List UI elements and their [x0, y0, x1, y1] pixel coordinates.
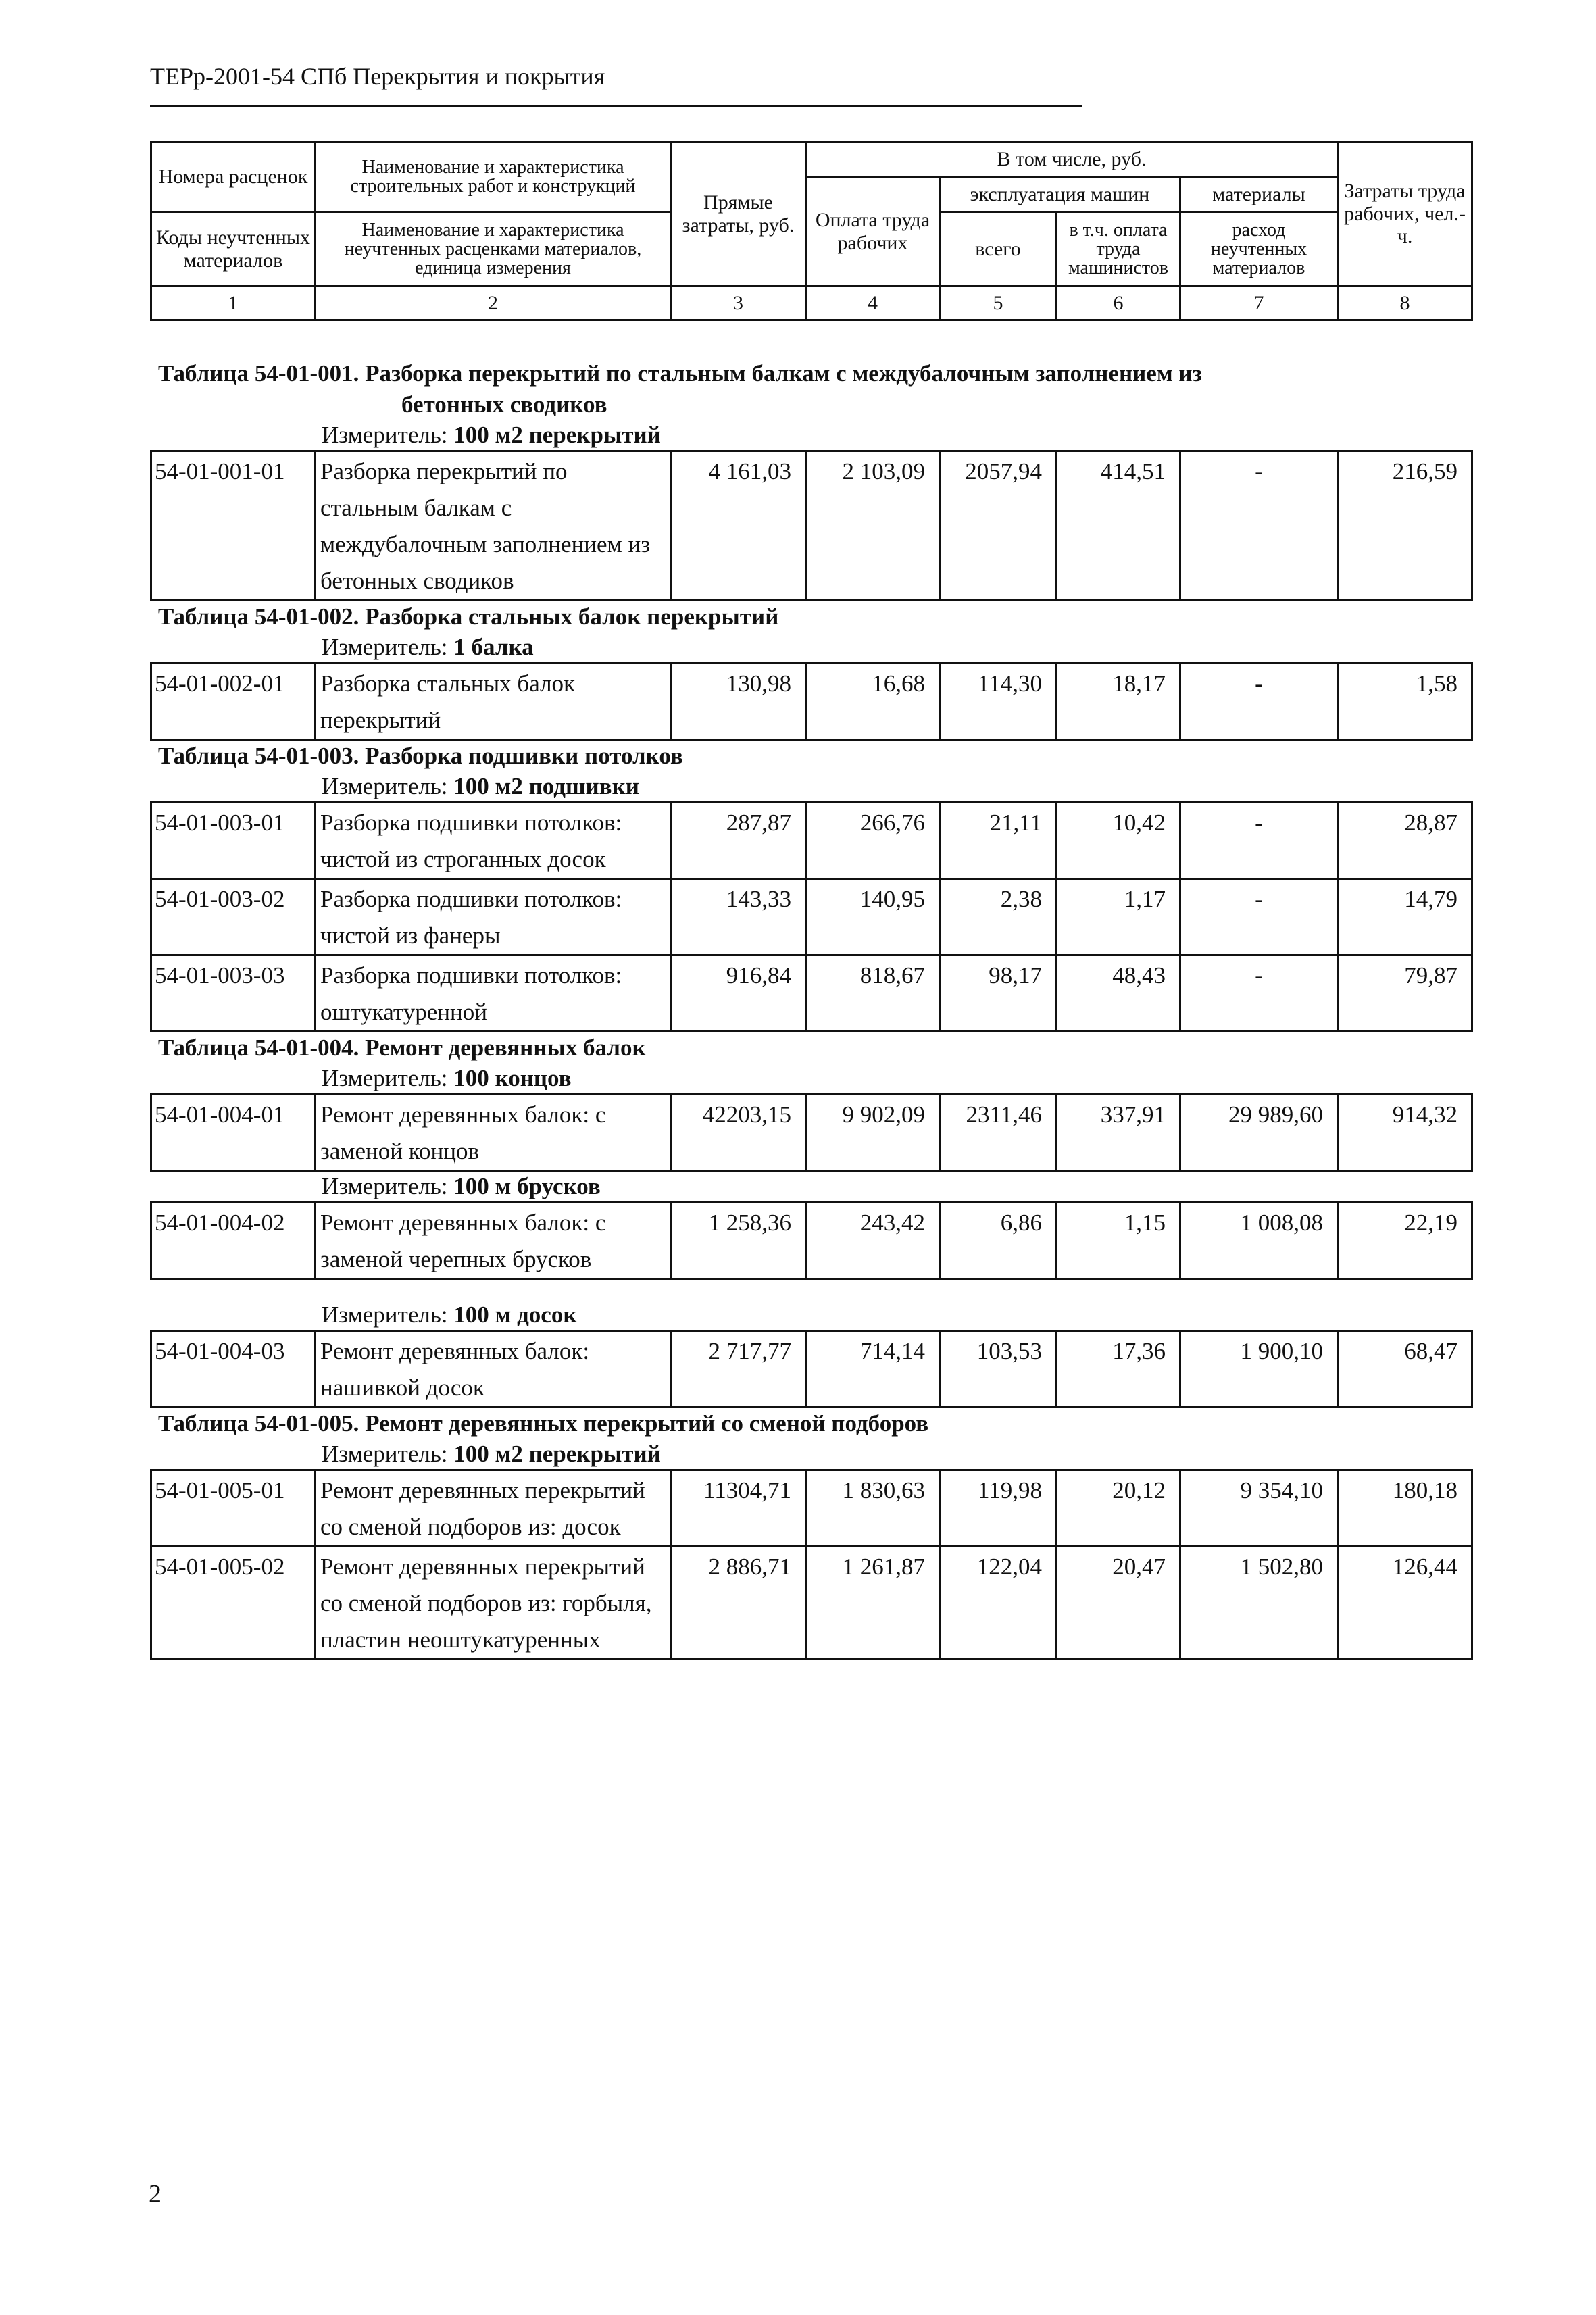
labor-hours-value: 216,59: [1338, 451, 1472, 601]
labor-hours-value: 914,32: [1338, 1095, 1472, 1171]
operator-pay-value: 20,12: [1057, 1470, 1180, 1547]
labor-hours-value: 68,47: [1338, 1331, 1472, 1408]
direct-costs-value: 143,33: [671, 879, 806, 955]
materials-value: 29 989,60: [1180, 1095, 1338, 1171]
direct-costs-value: 4 161,03: [671, 451, 806, 601]
labor-hours-value: 14,79: [1338, 879, 1472, 955]
work-description: Ремонт деревянных балок: с заменой черепных брусков: [316, 1203, 671, 1279]
machines-total-value: 2057,94: [940, 451, 1057, 601]
labor-hours-value: 126,44: [1338, 1547, 1472, 1660]
worker-pay-value: 243,42: [806, 1203, 940, 1279]
table-row: [151, 803, 1472, 879]
document-title: ТЕРр-2001-54 СПб Перекрытия и покрытия: [150, 63, 605, 90]
col-header-operator-pay: в т.ч. оплата труда машинистов: [1057, 212, 1180, 287]
rate-code: 54-01-003-03: [151, 955, 316, 1032]
section-title: [150, 358, 1471, 420]
labor-hours-value: 180,18: [1338, 1470, 1472, 1547]
machines-total-value: 6,86: [940, 1203, 1057, 1279]
materials-value: -: [1180, 664, 1338, 740]
price-table-section: [150, 358, 1471, 601]
direct-costs-value: 42203,15: [671, 1095, 806, 1171]
table-row: [151, 1331, 1472, 1408]
machines-total-value: 119,98: [940, 1470, 1057, 1547]
labor-hours-value: 22,19: [1338, 1203, 1472, 1279]
worker-pay-value: 140,95: [806, 879, 940, 955]
col-number: 1: [151, 287, 316, 320]
materials-value: 9 354,10: [1180, 1470, 1338, 1547]
col-header-worker-pay: Оплата труда рабочих: [806, 177, 940, 287]
materials-value: 1 502,80: [1180, 1547, 1338, 1660]
materials-value: -: [1180, 955, 1338, 1032]
measure-label: Измеритель:: [322, 1173, 448, 1199]
machines-total-value: 2,38: [940, 879, 1057, 955]
worker-pay-value: 1 261,87: [806, 1547, 940, 1660]
price-table-section: [150, 601, 1471, 741]
col-number: 2: [316, 287, 671, 320]
work-description: Ремонт деревянных балок: нашивкой досок: [316, 1331, 671, 1408]
col-header-material-names: Наименование и характеристика неучтенных расценками материалов, единица измерения: [316, 212, 671, 287]
direct-costs-value: 2 717,77: [671, 1331, 806, 1408]
rate-code: 54-01-005-02: [151, 1547, 316, 1660]
measure-value: 100 м досок: [453, 1301, 577, 1328]
col-header-unaccounted-materials: расход неучтенных материалов: [1180, 212, 1338, 287]
materials-value: 1 900,10: [1180, 1331, 1338, 1408]
measure-label: Измеритель:: [322, 1301, 448, 1328]
price-table-section: [150, 741, 1471, 1032]
table-row: [151, 664, 1472, 740]
machines-total-value: 114,30: [940, 664, 1057, 740]
section-title: [150, 1408, 1471, 1439]
price-table-section: [150, 1032, 1471, 1408]
rates-table: [150, 1469, 1473, 1660]
rates-table: [150, 450, 1473, 601]
measure-unit: [150, 1064, 1471, 1093]
rate-code: 54-01-001-01: [151, 451, 316, 601]
col-header-materials: материалы: [1180, 177, 1338, 212]
work-description: Ремонт деревянных перекрытий со сменой подборов из: горбыля, пластин неоштукатуренных: [316, 1547, 671, 1660]
col-number: 8: [1338, 287, 1472, 320]
section-title-line: Таблица 54-01-004. Ремонт деревянных балок: [158, 1035, 646, 1061]
worker-pay-value: 2 103,09: [806, 451, 940, 601]
machines-total-value: 98,17: [940, 955, 1057, 1032]
measure-unit: [150, 420, 1471, 450]
work-description: Разборка подшивки потолков: оштукатуренной: [316, 955, 671, 1032]
labor-hours-value: 1,58: [1338, 664, 1472, 740]
page-number: 2: [149, 2180, 161, 2208]
measure-label: Измеритель:: [322, 422, 448, 448]
section-title: [150, 601, 1471, 632]
measure-value: 100 м2 перекрытий: [453, 422, 661, 448]
rates-table: [150, 1201, 1473, 1280]
direct-costs-value: 11304,71: [671, 1470, 806, 1547]
measure-unit: [150, 632, 1471, 662]
rate-code: 54-01-003-01: [151, 803, 316, 879]
section-title-line: Таблица 54-01-003. Разборка подшивки потолков: [158, 743, 683, 769]
rate-code: 54-01-004-03: [151, 1331, 316, 1408]
rate-code: 54-01-004-01: [151, 1095, 316, 1171]
rates-table: [150, 1093, 1473, 1172]
labor-hours-value: 79,87: [1338, 955, 1472, 1032]
rate-code: 54-01-003-02: [151, 879, 316, 955]
col-header-name: Наименование и характеристика строительных работ и конструкций: [316, 142, 671, 212]
table-row: [151, 955, 1472, 1032]
table-row: [151, 1547, 1472, 1660]
table-row: [151, 879, 1472, 955]
rate-code: 54-01-004-02: [151, 1203, 316, 1279]
section-title: [150, 741, 1471, 772]
work-description: Разборка стальных балок перекрытий: [316, 664, 671, 740]
rates-table: [150, 1330, 1473, 1408]
worker-pay-value: 9 902,09: [806, 1095, 940, 1171]
col-header-direct-costs: Прямые затраты, руб.: [671, 142, 806, 287]
operator-pay-value: 17,36: [1057, 1331, 1180, 1408]
worker-pay-value: 266,76: [806, 803, 940, 879]
measure-value: 100 концов: [453, 1065, 572, 1091]
section-title: [150, 1032, 1471, 1064]
measure-value: 1 балка: [453, 634, 534, 660]
measure-label: Измеритель:: [322, 1065, 448, 1091]
table-header: [150, 141, 1473, 321]
section-title-line: Таблица 54-01-005. Ремонт деревянных перекрытий со сменой подборов: [158, 1410, 929, 1437]
measure-value: 100 м брусков: [453, 1173, 601, 1199]
col-number: 7: [1180, 287, 1338, 320]
operator-pay-value: 1,15: [1057, 1203, 1180, 1279]
title-underline: [150, 105, 1082, 107]
worker-pay-value: 818,67: [806, 955, 940, 1032]
measure-value: 100 м2 перекрытий: [453, 1441, 661, 1467]
rates-table: [150, 662, 1473, 741]
worker-pay-value: 16,68: [806, 664, 940, 740]
measure-unit: [150, 1172, 1471, 1201]
work-description: Разборка перекрытий по стальным балкам с междубалочным заполнением из бетонных сводиков: [316, 451, 671, 601]
col-number: 4: [806, 287, 940, 320]
work-description: Ремонт деревянных балок: с заменой концов: [316, 1095, 671, 1171]
labor-hours-value: 28,87: [1338, 803, 1472, 879]
operator-pay-value: 20,47: [1057, 1547, 1180, 1660]
machines-total-value: 21,11: [940, 803, 1057, 879]
rates-table: [150, 801, 1473, 1032]
materials-value: -: [1180, 879, 1338, 955]
col-header-material-codes: Коды неучтенных материалов: [151, 212, 316, 287]
table-row: [151, 451, 1472, 601]
table-row: [151, 1095, 1472, 1171]
operator-pay-value: 48,43: [1057, 955, 1180, 1032]
operator-pay-value: 18,17: [1057, 664, 1180, 740]
price-tables: [150, 358, 1471, 1660]
materials-value: -: [1180, 451, 1338, 601]
operator-pay-value: 337,91: [1057, 1095, 1180, 1171]
section-title-line: Таблица 54-01-001. Разборка перекрытий по стальным балкам с междубалочным заполнением из: [158, 360, 1202, 387]
machines-total-value: 2311,46: [940, 1095, 1057, 1171]
work-description: Разборка подшивки потолков: чистой из фанеры: [316, 879, 671, 955]
direct-costs-value: 1 258,36: [671, 1203, 806, 1279]
group-spacer: [150, 1280, 1471, 1300]
section-title-line: Таблица 54-01-002. Разборка стальных балок перекрытий: [158, 603, 779, 630]
measure-unit: [150, 1300, 1471, 1330]
col-header-codes: Номера расценок: [151, 142, 316, 212]
machines-total-value: 103,53: [940, 1331, 1057, 1408]
col-number: 3: [671, 287, 806, 320]
col-header-labor-hours: Затраты труда рабочих, чел.-ч.: [1338, 142, 1472, 287]
work-description: Ремонт деревянных перекрытий со сменой подборов из: досок: [316, 1470, 671, 1547]
measure-label: Измеритель:: [322, 773, 448, 799]
measure-label: Измеритель:: [322, 1441, 448, 1467]
price-table-section: [150, 1408, 1471, 1660]
table-row: [151, 1203, 1472, 1279]
section-title-line: бетонных сводиков: [401, 391, 607, 418]
direct-costs-value: 916,84: [671, 955, 806, 1032]
materials-value: -: [1180, 803, 1338, 879]
operator-pay-value: 10,42: [1057, 803, 1180, 879]
worker-pay-value: 1 830,63: [806, 1470, 940, 1547]
direct-costs-value: 287,87: [671, 803, 806, 879]
col-header-machines-total: всего: [940, 212, 1057, 287]
col-number: 6: [1057, 287, 1180, 320]
work-description: Разборка подшивки потолков: чистой из строганных досок: [316, 803, 671, 879]
col-header-group-including: В том числе, руб.: [806, 142, 1338, 177]
rate-code: 54-01-005-01: [151, 1470, 316, 1547]
table-row: [151, 1470, 1472, 1547]
measure-unit: [150, 772, 1471, 801]
machines-total-value: 122,04: [940, 1547, 1057, 1660]
measure-label: Измеритель:: [322, 634, 448, 660]
rate-code: 54-01-002-01: [151, 664, 316, 740]
worker-pay-value: 714,14: [806, 1331, 940, 1408]
operator-pay-value: 414,51: [1057, 451, 1180, 601]
operator-pay-value: 1,17: [1057, 879, 1180, 955]
measure-unit: [150, 1439, 1471, 1469]
materials-value: 1 008,08: [1180, 1203, 1338, 1279]
direct-costs-value: 2 886,71: [671, 1547, 806, 1660]
direct-costs-value: 130,98: [671, 664, 806, 740]
measure-value: 100 м2 подшивки: [453, 773, 639, 799]
col-header-machines: эксплуатация машин: [940, 177, 1180, 212]
col-number: 5: [940, 287, 1057, 320]
